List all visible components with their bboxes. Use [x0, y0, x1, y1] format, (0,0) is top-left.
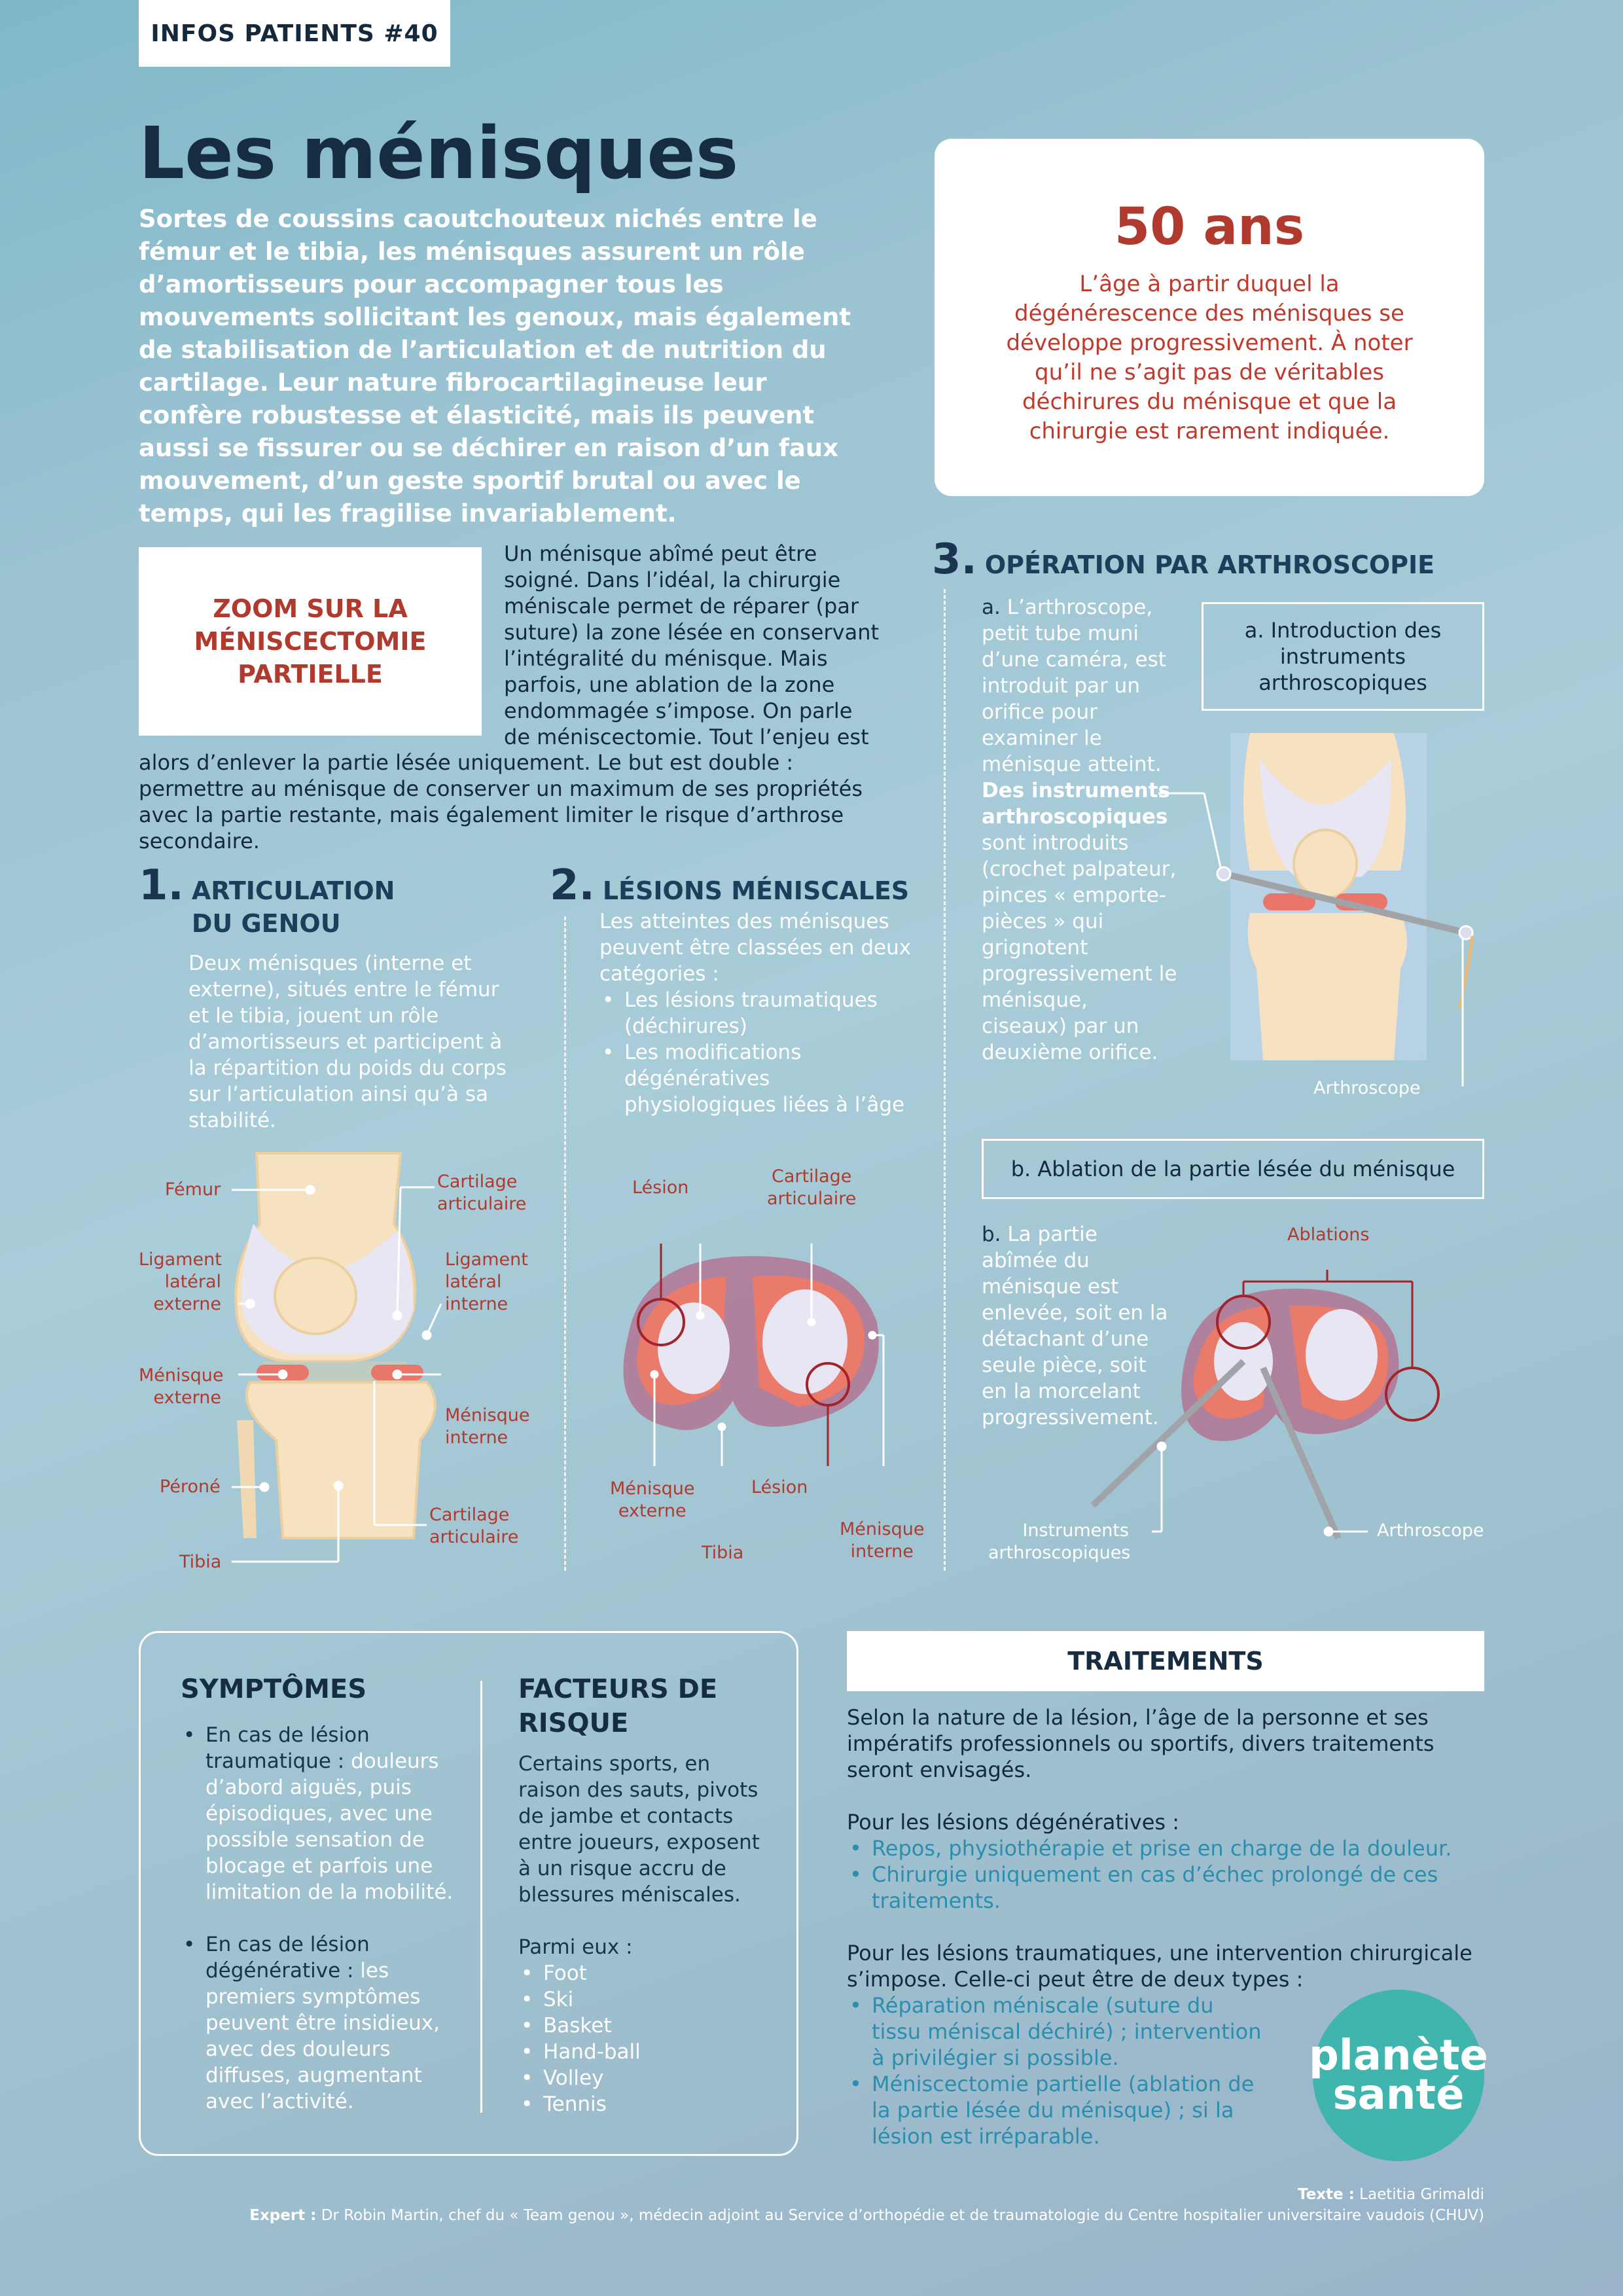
list-item: • Tennis	[518, 2091, 774, 2117]
treatments-title: TRAITEMENTS	[847, 1631, 1484, 1691]
label-arthroscope-a: Arthroscope	[1313, 1078, 1421, 1098]
zoom-text-part2: alors d’enlever la partie lésée uniquement. Le but est double : permettre au ménisque de conserver un maximum de ses propriétés avec la partie restante, mais également limiter le risque d’arthrose secondaire.	[139, 750, 863, 853]
label-ligament-interne: Ligament latéral interne	[445, 1249, 528, 1314]
meniscus-ablation-illustration	[1080, 1270, 1486, 1558]
label-ligament-externe: Ligament latéral externe	[139, 1249, 222, 1314]
label-menisque-interne: Ménisque interne	[445, 1405, 530, 1448]
section1-number: 1.	[139, 861, 184, 910]
trauma-heading: Pour les lésions traumatiques, une intervention chirurgicale s’impose. Celle-ci peut être de deux types :	[847, 1941, 1472, 1992]
label-cartilage-top: Cartilage articulaire	[437, 1172, 527, 1214]
label-cartilage-bottom: Cartilage articulaire	[429, 1505, 519, 1547]
symptoms-title: SYMPTÔMES	[181, 1674, 367, 1704]
section3-text-b: b. La partie abîmée du ménisque est enlevée, soit en la détachant d’une seule pièce, soit en la morcelant progressivement.	[982, 1223, 1168, 1429]
label-menisque-interne-2: Ménisque interne	[840, 1519, 925, 1562]
label-tibia: Tibia	[179, 1552, 222, 1572]
footer-expert: Expert : Dr Robin Martin, chef du « Team genou », médecin adjoint au Service d’orthopédie et de traumatologie du Centre hospitalier universitaire vaudois (CHUV)	[249, 2207, 1484, 2224]
meniscus-lesion-illustration	[602, 1244, 890, 1466]
footer-author: Texte : Laetitia Grimaldi	[1297, 2186, 1484, 2203]
label-tibia-2: Tibia	[702, 1543, 744, 1563]
risk-title: FACTEURS DE RISQUE	[518, 1674, 718, 1738]
risk-among: Parmi eux :	[518, 1935, 633, 1959]
section3-number: 3.	[932, 535, 977, 584]
planete-sante-logo: planète santé	[1313, 1990, 1484, 2161]
list-item: • Réparation méniscale (suture du tissu méniscal déchiré) ; intervention à privilégier si possible.	[847, 1992, 1266, 2071]
label-menisque-externe-2: Ménisque externe	[610, 1479, 695, 1521]
stat-card	[935, 139, 1484, 496]
section-articulation	[139, 863, 531, 1134]
symptoms-list	[181, 1722, 455, 2115]
zoom-title-box	[139, 547, 482, 736]
degen-list	[847, 1835, 1484, 1914]
trauma-list	[847, 1992, 1266, 2149]
list-item: • Les lésions traumatiques (déchirures)	[599, 987, 914, 1039]
list-item: • Hand-ball	[518, 2039, 774, 2065]
list-item: • Volley	[518, 2065, 774, 2091]
section1-body: Deux ménisques (interne et externe), situés entre le fémur et le tibia, jouent un rôle d’amortisseurs et participent à la répartition du poids du corps sur l’articulation ainsi qu’à sa stabilité.	[188, 952, 507, 1132]
section-lesions	[550, 863, 916, 1118]
list-item: • Les modifications dégénératives physiologiques liées à l’âge	[599, 1039, 914, 1118]
label-perone: Péroné	[160, 1477, 221, 1497]
label-arthroscope-b: Arthroscope	[1377, 1520, 1484, 1541]
label-lesion-2: Lésion	[751, 1477, 808, 1498]
page-title: Les ménisques	[139, 111, 739, 195]
section3-text-a: a. L’arthroscope, petit tube muni d’une caméra, est introduit par un orifice pour examiner le ménisque atteint. Des instruments arthroscopiques sont introduits (crochet palpateur, pinces « emporte-pièces » qui grignotent progressivement le ménisque, ciseaux) par un deuxième orifice.	[982, 596, 1177, 1064]
label-lesion-1: Lésion	[632, 1177, 689, 1198]
section1-title-line1: ARTICULATION	[191, 876, 395, 905]
risk-text: Certains sports, en raison des sauts, pivots de jambe et contacts entre joueurs, exposent à un risque accru de blessures méniscales.	[518, 1752, 760, 1907]
symptoms-panel	[181, 1672, 455, 2115]
list-item: • Repos, physiothérapie et prise en charge de la douleur.	[847, 1835, 1484, 1861]
box-a-label: a. Introduction des instruments arthroscopiques	[1202, 602, 1484, 711]
section3-title: OPÉRATION PAR ARTHROSCOPIE	[984, 550, 1435, 579]
section1-title-line2: DU GENOU	[191, 909, 341, 938]
arthroscopy-introduction-illustration	[1152, 720, 1505, 1086]
risk-list	[518, 1960, 774, 2117]
section3-header	[932, 537, 1435, 583]
intro-paragraph: Sortes de coussins caoutchouteux nichés entre le fémur et le tibia, les ménisques assurent un rôle d’amortisseurs pour accompagner tous les mouvements sollicitant les genoux, mais également de stabilisation de l’articulation et de nutrition du cartilage. Leur nature fibrocartilagineuse leur confère robustesse et élasticité, mais ils peuvent aussi se fissurer ou se déchirer en raison d’un faux mouvement, d’un geste sportif brutal ou avec le temps, qui les fragilise invariablement.	[139, 205, 851, 528]
zoom-title: ZOOM SUR LA MÉNISCECTOMIE PARTIELLE	[194, 594, 427, 689]
stat-number: 50 ans	[1114, 198, 1305, 257]
label-instruments: Instruments arthroscopiques	[988, 1520, 1131, 1563]
section2-list	[599, 987, 914, 1118]
box-b-label: b. Ablation de la partie lésée du ménisque	[982, 1139, 1484, 1199]
section2-title: LÉSIONS MÉNISCALES	[602, 876, 910, 905]
list-item: • Chirurgie uniquement en cas d’échec prolongé de ces traitements.	[847, 1861, 1484, 1914]
label-femur: Fémur	[165, 1179, 221, 1200]
stat-text: L’âge à partir duquel la dégénérescence des ménisques se développe progressivement. À noter qu’il ne s’agit pas de véritables déchirures du ménisque et que la chirurgie est rarement indiquée.	[1006, 271, 1413, 444]
risk-panel	[518, 1672, 774, 2117]
list-item: • Basket	[518, 2013, 774, 2039]
list-item: • Ski	[518, 1986, 774, 2013]
panel-divider	[480, 1681, 482, 2113]
list-item: • Méniscectomie partielle (ablation de la partie lésée du ménisque) ; si la lésion est irréparable.	[847, 2071, 1266, 2149]
section2-number: 2.	[550, 861, 595, 910]
divider-2	[944, 589, 946, 1571]
list-item: • En cas de lésion traumatique : douleurs d’abord aiguës, puis épisodiques, avec une possible sensation de blocage et parfois une limitation de la mobilité.	[181, 1722, 455, 1905]
degen-heading: Pour les lésions dégénératives :	[847, 1810, 1180, 1835]
list-item: • En cas de lésion dégénérative : les premiers symptômes peuvent être insidieux, avec des douleurs diffuses, augmentant avec l’activité.	[181, 1931, 455, 2115]
list-item: • Foot	[518, 1960, 774, 1986]
section2-intro: Les atteintes des ménisques peuvent être classées en deux catégories :	[599, 910, 912, 986]
treatments-intro: Selon la nature de la lésion, l’âge de la personne et ses impératifs professionnels ou sportifs, divers traitements seront envisagés.	[847, 1705, 1435, 1782]
label-ablations: Ablations	[1287, 1225, 1370, 1245]
zoom-text-part1: Un ménisque abîmé peut être soigné. Dans l’idéal, la chirurgie méniscale permet de réparer (par suture) la zone lésée en conservant l’intégralité du ménisque. Mais parfois, une ablation de la zone endommagée s’impose. On parle de méniscectomie. Tout l’enjeu est	[504, 541, 880, 749]
label-menisque-externe: Ménisque externe	[139, 1365, 224, 1408]
label-cartilage: Cartilage articulaire	[767, 1166, 857, 1209]
issue-tag: INFOS PATIENTS #40	[139, 0, 450, 67]
